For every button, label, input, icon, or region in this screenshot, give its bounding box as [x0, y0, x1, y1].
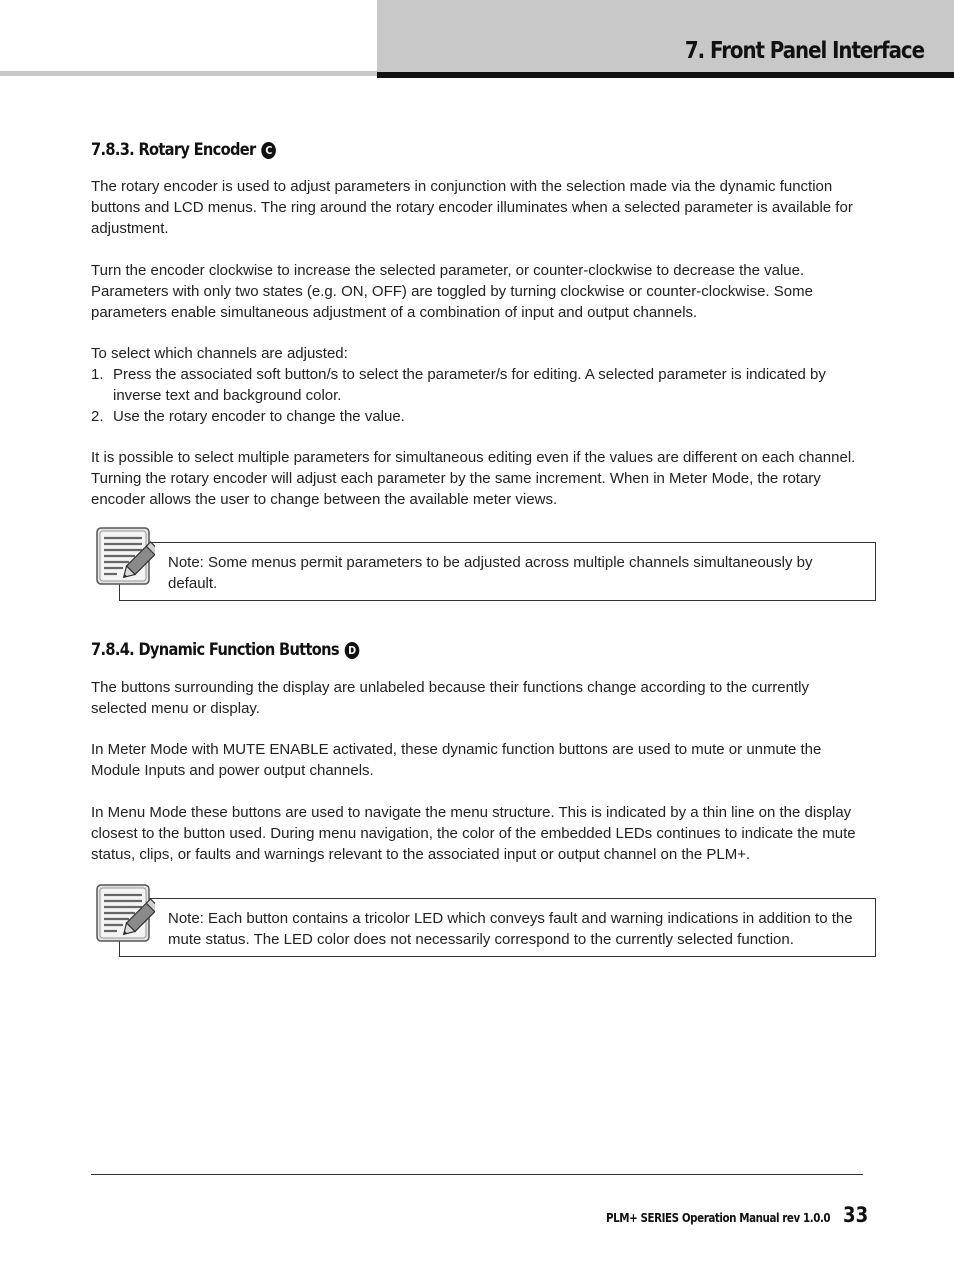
- list-item: [91, 364, 866, 406]
- note-box: [119, 542, 876, 601]
- paragraph: To select which channels are adjusted:: [91, 345, 348, 362]
- list-item-text: Use the rotary encoder to change the value.: [113, 408, 405, 425]
- list-item-number: 1.: [91, 366, 104, 383]
- section-heading-text: 7.8.3. Rotary Encoder: [91, 140, 256, 160]
- page-number: 33: [843, 1203, 869, 1227]
- section-heading-rotary-encoder: [91, 140, 276, 160]
- callout-badge-d: D: [345, 642, 360, 659]
- list-item-text: Press the associated soft button/s to select the parameter/s for editing. A selected parameter is indicated by inverse text and background color.: [113, 366, 826, 404]
- header-left-rule: [0, 71, 377, 76]
- paragraph: In Menu Mode these buttons are used to navigate the menu structure. This is indicated by a thin line on the display closest to the button used. During menu navigation, the color of the embedded LEDs continues to indicate the mute status, clips, or faults and warnings relevant to the associated input or output channel on the PLM+.: [91, 804, 856, 863]
- list-item: [91, 406, 866, 427]
- paragraph: It is possible to select multiple parameters for simultaneous editing even if the values are different on each channel. Turning the rotary encoder will adjust each parameter by the same increment. When in Meter Mode, the rotary encoder allows the user to change between the available meter views.: [91, 449, 856, 508]
- notepad-pencil-icon: [95, 883, 155, 943]
- callout-badge-c: C: [262, 142, 277, 159]
- header-right-rule: [377, 72, 954, 78]
- footer-rule: [91, 1174, 863, 1175]
- list-item-number: 2.: [91, 408, 104, 425]
- note-box: [119, 898, 876, 957]
- paragraph: The rotary encoder is used to adjust parameters in conjunction with the selection made via the dynamic function buttons and LCD menus. The ring around the rotary encoder illuminates when a selected parameter is available for adjustment.: [91, 178, 853, 237]
- paragraph: Turn the encoder clockwise to increase the selected parameter, or counter-clockwise to decrease the value. Parameters with only two states (e.g. ON, OFF) are toggled by turning clockwise or counter-clockwise. Some parameters enable simultaneous adjustment of a combination of input and output channels.: [91, 262, 813, 321]
- paragraph: In Meter Mode with MUTE ENABLE activated, these dynamic function buttons are used to mute or unmute the Module Inputs and power output channels.: [91, 741, 822, 779]
- note-text: Note: Each button contains a tricolor LED which conveys fault and warning indications in addition to the mute status. The LED color does not necessarily correspond to the currently selected function.: [168, 910, 853, 948]
- note-text: Note: Some menus permit parameters to be adjusted across multiple channels simultaneously by default.: [168, 554, 813, 592]
- chapter-title: 7. Front Panel Interface: [684, 38, 924, 64]
- footer-manual-title: PLM+ SERIES Operation Manual rev 1.0.0: [606, 1211, 831, 1225]
- notepad-pencil-icon: [95, 526, 155, 586]
- section-heading-text: 7.8.4. Dynamic Function Buttons: [91, 640, 339, 660]
- numbered-list: [91, 364, 866, 427]
- paragraph: The buttons surrounding the display are unlabeled because their functions change according to the currently selected menu or display.: [91, 679, 809, 717]
- section-heading-dynamic-function-buttons: [91, 640, 359, 660]
